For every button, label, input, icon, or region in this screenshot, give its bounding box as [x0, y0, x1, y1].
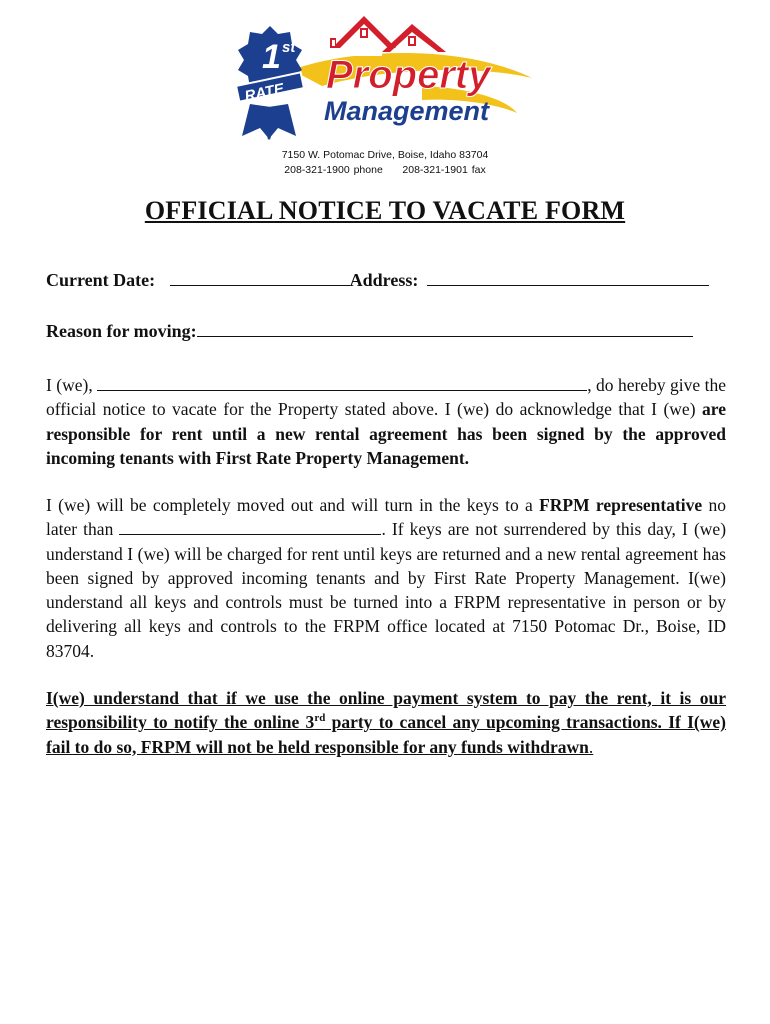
online-payment-notice: [46, 686, 726, 759]
acknowledgement-paragraph: [46, 373, 726, 470]
houses-icon: [330, 16, 446, 56]
notice-text-1: I(we) understand that if we use the online payment system to pay the rent, it is our responsibility to notify the online 3: [46, 688, 726, 733]
notice-superscript: rd: [314, 712, 326, 725]
badge-suffix: st: [282, 39, 296, 56]
reason-label: Reason for moving:: [46, 321, 197, 341]
current-date-field[interactable]: [170, 271, 350, 286]
rent-responsibility-text: are responsible for rent until a new rental agreement has been signed by the approved incoming tenants with First Rate Property Management.: [46, 399, 726, 468]
badge-number: 1: [262, 38, 281, 76]
frpm-representative-text: FRPM representative: [539, 495, 703, 515]
acknowledgement-text: , do hereby give the official notice to vacate for the Property stated above. I (we) do acknowledge that I (we): [46, 375, 727, 420]
move-out-paragraph: [46, 493, 726, 663]
company-logo: [232, 8, 542, 140]
date-address-row: [46, 270, 709, 291]
company-address: 7150 W. Potomac Drive, Boise, Idaho 83704: [281, 149, 489, 161]
logo-graphic: [232, 8, 542, 140]
notice-text-2: party to cancel any upcoming transactions. If I(we) fail to do so, FRPM will not be held responsible for any funds withdrawn: [46, 712, 726, 757]
company-fax: 208-321-1901 fax: [402, 164, 486, 176]
badge-word: RATE: [243, 80, 286, 106]
tenant-lead: I (we),: [46, 375, 93, 395]
notice-end: .: [588, 736, 594, 757]
reason-row: [46, 321, 693, 342]
logo-word-property: Property: [326, 53, 491, 97]
current-date-label: Current Date:: [46, 270, 156, 290]
reason-field[interactable]: [197, 322, 693, 337]
move-out-text-3: . If keys are not surrendered by this day, I (we) understand I (we) will be charged for rent until keys are returned and a new rental agreement has been signed by approved incoming tenants and by First Rate Property Management. I(we) understand all keys and controls must be turned into a FRPM representative in person or by delivering all keys and controls to the FRPM office located at 7150 Potomac Dr., Boise, ID 83704.: [46, 519, 727, 661]
company-phone-fax: [0, 164, 770, 176]
move-out-date-field[interactable]: [119, 522, 381, 535]
address-label: Address:: [349, 270, 419, 290]
logo-word-management: Management: [324, 96, 490, 126]
move-out-text-1: I (we) will be completely moved out and will turn in the keys to a: [46, 495, 533, 515]
company-phone: 208-321-1900 phone: [284, 164, 383, 176]
form-title: OFFICIAL NOTICE TO VACATE FORM: [144, 196, 626, 225]
tenant-names-field[interactable]: [97, 378, 587, 391]
move-out-text-2: no later than: [46, 495, 726, 540]
address-field[interactable]: [427, 271, 709, 286]
